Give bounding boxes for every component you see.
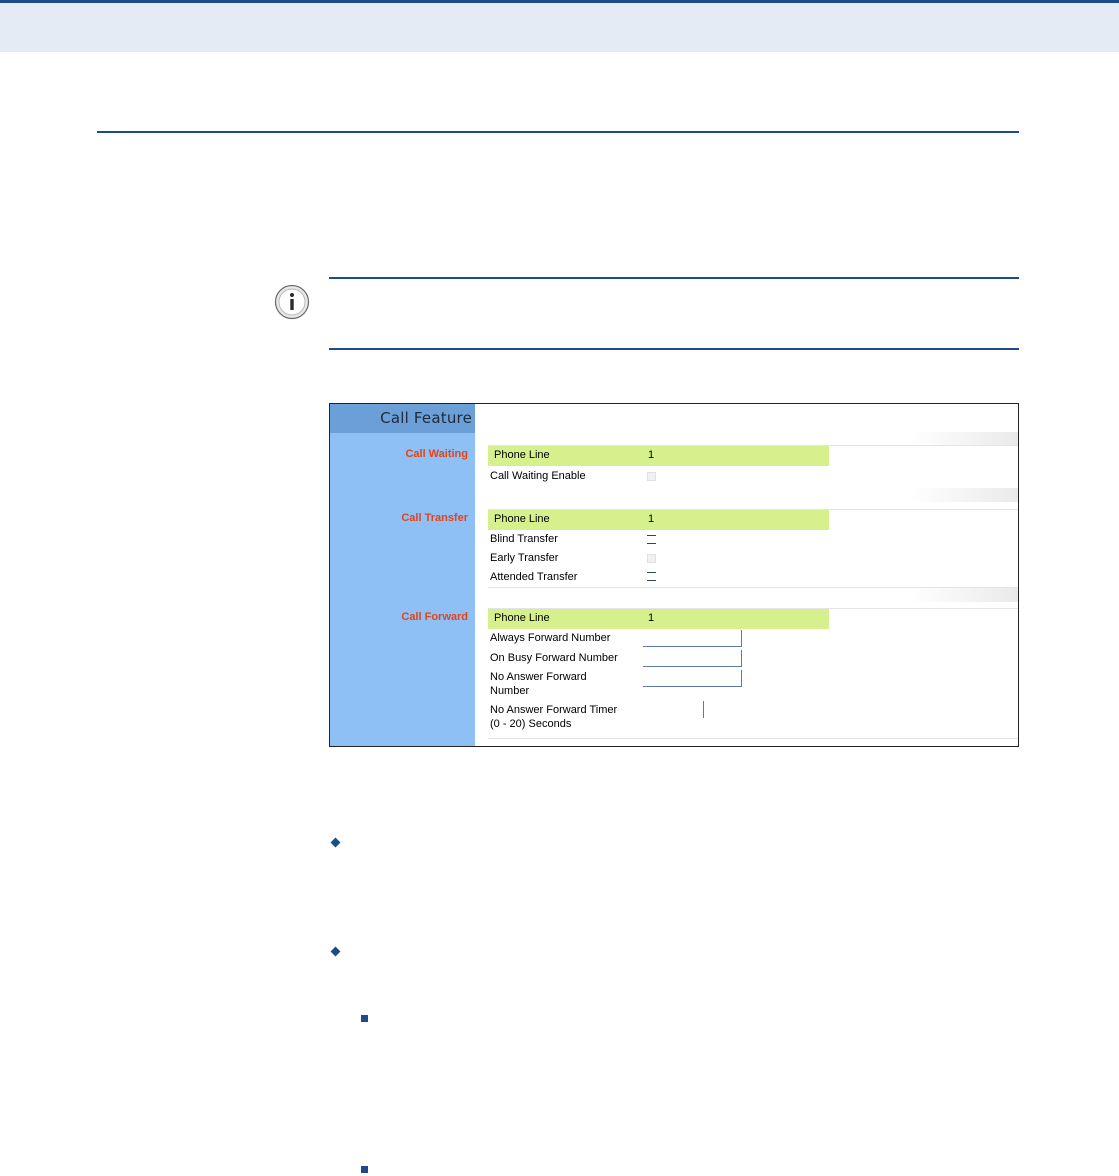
- no-answer-timer-label: [490, 703, 617, 731]
- section-band: [475, 488, 1018, 502]
- section-heading-rule: [97, 131, 1019, 133]
- no-answer-forward-number-input[interactable]: [643, 670, 742, 687]
- attended-transfer-label: Attended Transfer: [490, 571, 578, 583]
- blind-transfer-label: Blind Transfer: [490, 533, 558, 545]
- section-band: [475, 588, 1018, 602]
- call-transfer-section-label: Call Transfer: [401, 512, 468, 524]
- note-bottom-rule: [329, 348, 1019, 350]
- call-forward-section-label: Call Forward: [401, 611, 468, 623]
- attended-transfer-checkbox[interactable]: [647, 572, 656, 581]
- call-feature-panel: [329, 403, 1019, 747]
- blind-transfer-checkbox[interactable]: [647, 535, 656, 544]
- no-answer-timer-label-line1: No Answer Forward Timer: [490, 704, 618, 716]
- always-forward-label: Always Forward Number: [490, 632, 611, 644]
- panel-title: Call Feature: [380, 409, 472, 427]
- early-transfer-checkbox[interactable]: [647, 554, 656, 563]
- diamond-bullet-icon: [331, 947, 341, 957]
- diamond-bullet-icon: [331, 838, 341, 848]
- phone-line-label: Phone Line: [494, 612, 550, 624]
- section-divider: [488, 738, 1018, 739]
- header-band: [475, 432, 1018, 446]
- phone-line-label: Phone Line: [494, 513, 550, 525]
- no-answer-forward-label: [490, 670, 587, 698]
- phone-line-value: 1: [648, 513, 655, 525]
- no-answer-timer-input[interactable]: [643, 701, 704, 718]
- panel-title-cell: [330, 404, 475, 433]
- call-waiting-section-label: Call Waiting: [405, 448, 468, 460]
- phone-line-value: 1: [648, 612, 655, 624]
- call-waiting-enable-checkbox[interactable]: [647, 472, 656, 481]
- phone-line-value: 1: [648, 449, 655, 461]
- no-answer-forward-label-line1: No Answer Forward: [490, 671, 587, 683]
- call-waiting-phone-line-row: [488, 446, 829, 466]
- call-waiting-enable-label: Call Waiting Enable: [490, 470, 586, 482]
- note-top-rule: [329, 277, 1019, 279]
- no-answer-forward-label-line2: Number: [490, 685, 530, 697]
- page-header-bar: [0, 0, 1119, 52]
- square-bullet-icon: [361, 1015, 368, 1022]
- square-bullet-icon: [361, 1166, 368, 1173]
- call-forward-phone-line-row: [488, 609, 829, 629]
- busy-forward-label: On Busy Forward Number: [490, 652, 618, 664]
- early-transfer-label: Early Transfer: [490, 552, 559, 564]
- busy-forward-number-input[interactable]: [643, 650, 742, 667]
- phone-line-label: Phone Line: [494, 449, 550, 461]
- info-icon: [274, 284, 310, 320]
- no-answer-timer-label-line2: (0 - 20) Seconds: [490, 718, 572, 730]
- always-forward-number-input[interactable]: [643, 630, 742, 647]
- call-transfer-phone-line-row: [488, 510, 829, 530]
